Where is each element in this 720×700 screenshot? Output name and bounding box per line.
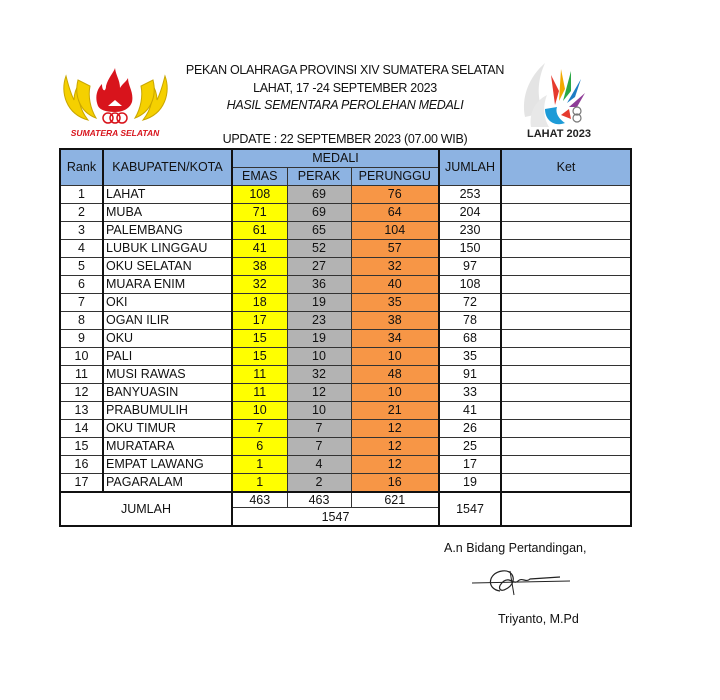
ket-cell: [501, 240, 631, 258]
update-timestamp: UPDATE : 22 SEPTEMBER 2023 (07.00 WIB): [222, 132, 468, 146]
perak-cell: 7: [287, 438, 351, 456]
kabupaten-cell: OKU SELATAN: [103, 258, 232, 276]
jumlah-cell: 150: [439, 240, 501, 258]
jumlah-cell: 26: [439, 420, 501, 438]
kabupaten-cell: MUBA: [103, 204, 232, 222]
kabupaten-cell: LUBUK LINGGAU: [103, 240, 232, 258]
kabupaten-cell: PAGARALAM: [103, 474, 232, 493]
header-medali: MEDALI: [232, 149, 439, 168]
emas-cell: 38: [232, 258, 287, 276]
ket-cell: [501, 276, 631, 294]
title-line-2: LAHAT, 17 -24 SEPTEMBER 2023: [253, 81, 437, 95]
perak-cell: 36: [287, 276, 351, 294]
ket-cell: [501, 330, 631, 348]
kabupaten-cell: PALI: [103, 348, 232, 366]
header-ket: Ket: [501, 149, 631, 186]
table-row: [60, 384, 631, 402]
perak-cell: 27: [287, 258, 351, 276]
perunggu-cell: 32: [351, 258, 439, 276]
kabupaten-cell: MURATARA: [103, 438, 232, 456]
jumlah-cell: 78: [439, 312, 501, 330]
table-row: [60, 186, 631, 204]
jumlah-cell: 68: [439, 330, 501, 348]
perak-cell: 32: [287, 366, 351, 384]
header-rank: Rank: [60, 149, 103, 186]
perunggu-cell: 12: [351, 456, 439, 474]
perak-cell: 4: [287, 456, 351, 474]
perunggu-cell: 76: [351, 186, 439, 204]
perunggu-cell: 35: [351, 294, 439, 312]
jumlah-cell: 91: [439, 366, 501, 384]
ket-cell: [501, 438, 631, 456]
perak-cell: 19: [287, 330, 351, 348]
total-perak: 463: [287, 492, 351, 508]
kabupaten-cell: PALEMBANG: [103, 222, 232, 240]
kabupaten-cell: MUSI RAWAS: [103, 366, 232, 384]
emas-cell: 71: [232, 204, 287, 222]
kabupaten-cell: EMPAT LAWANG: [103, 456, 232, 474]
table-row: [60, 348, 631, 366]
perunggu-cell: 38: [351, 312, 439, 330]
perunggu-cell: 10: [351, 348, 439, 366]
jumlah-cell: 204: [439, 204, 501, 222]
total-ket: [501, 492, 631, 526]
emas-cell: 1: [232, 474, 287, 493]
table-row: [60, 438, 631, 456]
rank-cell: 2: [60, 204, 103, 222]
kabupaten-cell: PRABUMULIH: [103, 402, 232, 420]
perunggu-cell: 34: [351, 330, 439, 348]
table-row: [60, 240, 631, 258]
perunggu-cell: 12: [351, 438, 439, 456]
perunggu-cell: 48: [351, 366, 439, 384]
perunggu-cell: 12: [351, 420, 439, 438]
jumlah-cell: 97: [439, 258, 501, 276]
kabupaten-cell: OGAN ILIR: [103, 312, 232, 330]
perak-cell: 2: [287, 474, 351, 493]
rank-cell: 9: [60, 330, 103, 348]
header-jumlah: JUMLAH: [439, 149, 501, 186]
emas-cell: 15: [232, 348, 287, 366]
jumlah-cell: 19: [439, 474, 501, 493]
table-row: [60, 366, 631, 384]
rank-cell: 8: [60, 312, 103, 330]
total-emas: 463: [232, 492, 287, 508]
kabupaten-cell: OKU TIMUR: [103, 420, 232, 438]
table-row: [60, 330, 631, 348]
perak-cell: 10: [287, 402, 351, 420]
rank-cell: 17: [60, 474, 103, 493]
ket-cell: [501, 294, 631, 312]
emas-cell: 32: [232, 276, 287, 294]
perak-cell: 23: [287, 312, 351, 330]
total-row: [60, 492, 631, 508]
rank-cell: 15: [60, 438, 103, 456]
perak-cell: 7: [287, 420, 351, 438]
perak-cell: 19: [287, 294, 351, 312]
ket-cell: [501, 384, 631, 402]
header-perunggu: PERUNGGU: [351, 168, 439, 186]
svg-text:SUMATERA SELATAN: SUMATERA SELATAN: [70, 128, 160, 138]
signature-image: [470, 565, 580, 606]
ket-cell: [501, 222, 631, 240]
emas-cell: 108: [232, 186, 287, 204]
perunggu-cell: 64: [351, 204, 439, 222]
jumlah-cell: 108: [439, 276, 501, 294]
perunggu-cell: 16: [351, 474, 439, 493]
table-row: [60, 420, 631, 438]
rank-cell: 13: [60, 402, 103, 420]
kabupaten-cell: OKI: [103, 294, 232, 312]
emas-cell: 17: [232, 312, 287, 330]
perak-cell: 52: [287, 240, 351, 258]
perak-cell: 12: [287, 384, 351, 402]
ket-cell: [501, 420, 631, 438]
emas-cell: 18: [232, 294, 287, 312]
rank-cell: 7: [60, 294, 103, 312]
medal-table-body: [60, 186, 631, 493]
perunggu-cell: 57: [351, 240, 439, 258]
header-perak: PERAK: [287, 168, 351, 186]
ket-cell: [501, 258, 631, 276]
perak-cell: 10: [287, 348, 351, 366]
emas-cell: 11: [232, 366, 287, 384]
ket-cell: [501, 456, 631, 474]
header-kabupaten: KABUPATEN/KOTA: [103, 149, 232, 186]
total-perunggu: 621: [351, 492, 439, 508]
perunggu-cell: 40: [351, 276, 439, 294]
emas-cell: 61: [232, 222, 287, 240]
table-row: [60, 312, 631, 330]
rank-cell: 11: [60, 366, 103, 384]
jumlah-cell: 33: [439, 384, 501, 402]
rank-cell: 14: [60, 420, 103, 438]
emas-cell: 11: [232, 384, 287, 402]
rank-cell: 16: [60, 456, 103, 474]
rank-cell: 3: [60, 222, 103, 240]
table-row: [60, 276, 631, 294]
emas-cell: 10: [232, 402, 287, 420]
jumlah-cell: 253: [439, 186, 501, 204]
perunggu-cell: 104: [351, 222, 439, 240]
table-row: [60, 258, 631, 276]
rank-cell: 12: [60, 384, 103, 402]
ket-cell: [501, 402, 631, 420]
ket-cell: [501, 366, 631, 384]
medal-table: [59, 148, 632, 527]
ket-cell: [501, 348, 631, 366]
ket-cell: [501, 186, 631, 204]
emas-cell: 41: [232, 240, 287, 258]
jumlah-cell: 17: [439, 456, 501, 474]
rank-cell: 4: [60, 240, 103, 258]
porprov-lahat-2023-logo: [515, 57, 605, 147]
title-line-3: HASIL SEMENTARA PEROLEHAN MEDALI: [226, 98, 464, 112]
header-emas: EMAS: [232, 168, 287, 186]
signature-on-behalf: A.n Bidang Pertandingan,: [444, 541, 587, 555]
title-line-1: PEKAN OLAHRAGA PROVINSI XIV SUMATERA SELATAN: [185, 63, 505, 77]
jumlah-cell: 72: [439, 294, 501, 312]
signatory-name: Triyanto, M.Pd: [498, 612, 579, 626]
emas-cell: 1: [232, 456, 287, 474]
kabupaten-cell: MUARA ENIM: [103, 276, 232, 294]
table-row: [60, 474, 631, 493]
jumlah-cell: 25: [439, 438, 501, 456]
total-label: JUMLAH: [60, 492, 232, 526]
rank-cell: 5: [60, 258, 103, 276]
ket-cell: [501, 204, 631, 222]
table-row: [60, 204, 631, 222]
table-row: [60, 294, 631, 312]
table-row: [60, 402, 631, 420]
perak-cell: 69: [287, 204, 351, 222]
kabupaten-cell: OKU: [103, 330, 232, 348]
jumlah-cell: 41: [439, 402, 501, 420]
perunggu-cell: 21: [351, 402, 439, 420]
logo-text: LAHAT 2023: [527, 128, 591, 140]
perak-cell: 69: [287, 186, 351, 204]
table-row: [60, 222, 631, 240]
table-row: [60, 456, 631, 474]
jumlah-cell: 35: [439, 348, 501, 366]
kabupaten-cell: BANYUASIN: [103, 384, 232, 402]
emas-cell: 6: [232, 438, 287, 456]
rank-cell: 10: [60, 348, 103, 366]
perunggu-cell: 10: [351, 384, 439, 402]
rank-cell: 1: [60, 186, 103, 204]
kabupaten-cell: LAHAT: [103, 186, 232, 204]
emas-cell: 15: [232, 330, 287, 348]
emas-cell: 7: [232, 420, 287, 438]
total-medali: 1547: [232, 508, 439, 526]
total-jumlah: 1547: [439, 492, 501, 526]
perak-cell: 65: [287, 222, 351, 240]
rank-cell: 6: [60, 276, 103, 294]
ket-cell: [501, 312, 631, 330]
ket-cell: [501, 474, 631, 493]
jumlah-cell: 230: [439, 222, 501, 240]
